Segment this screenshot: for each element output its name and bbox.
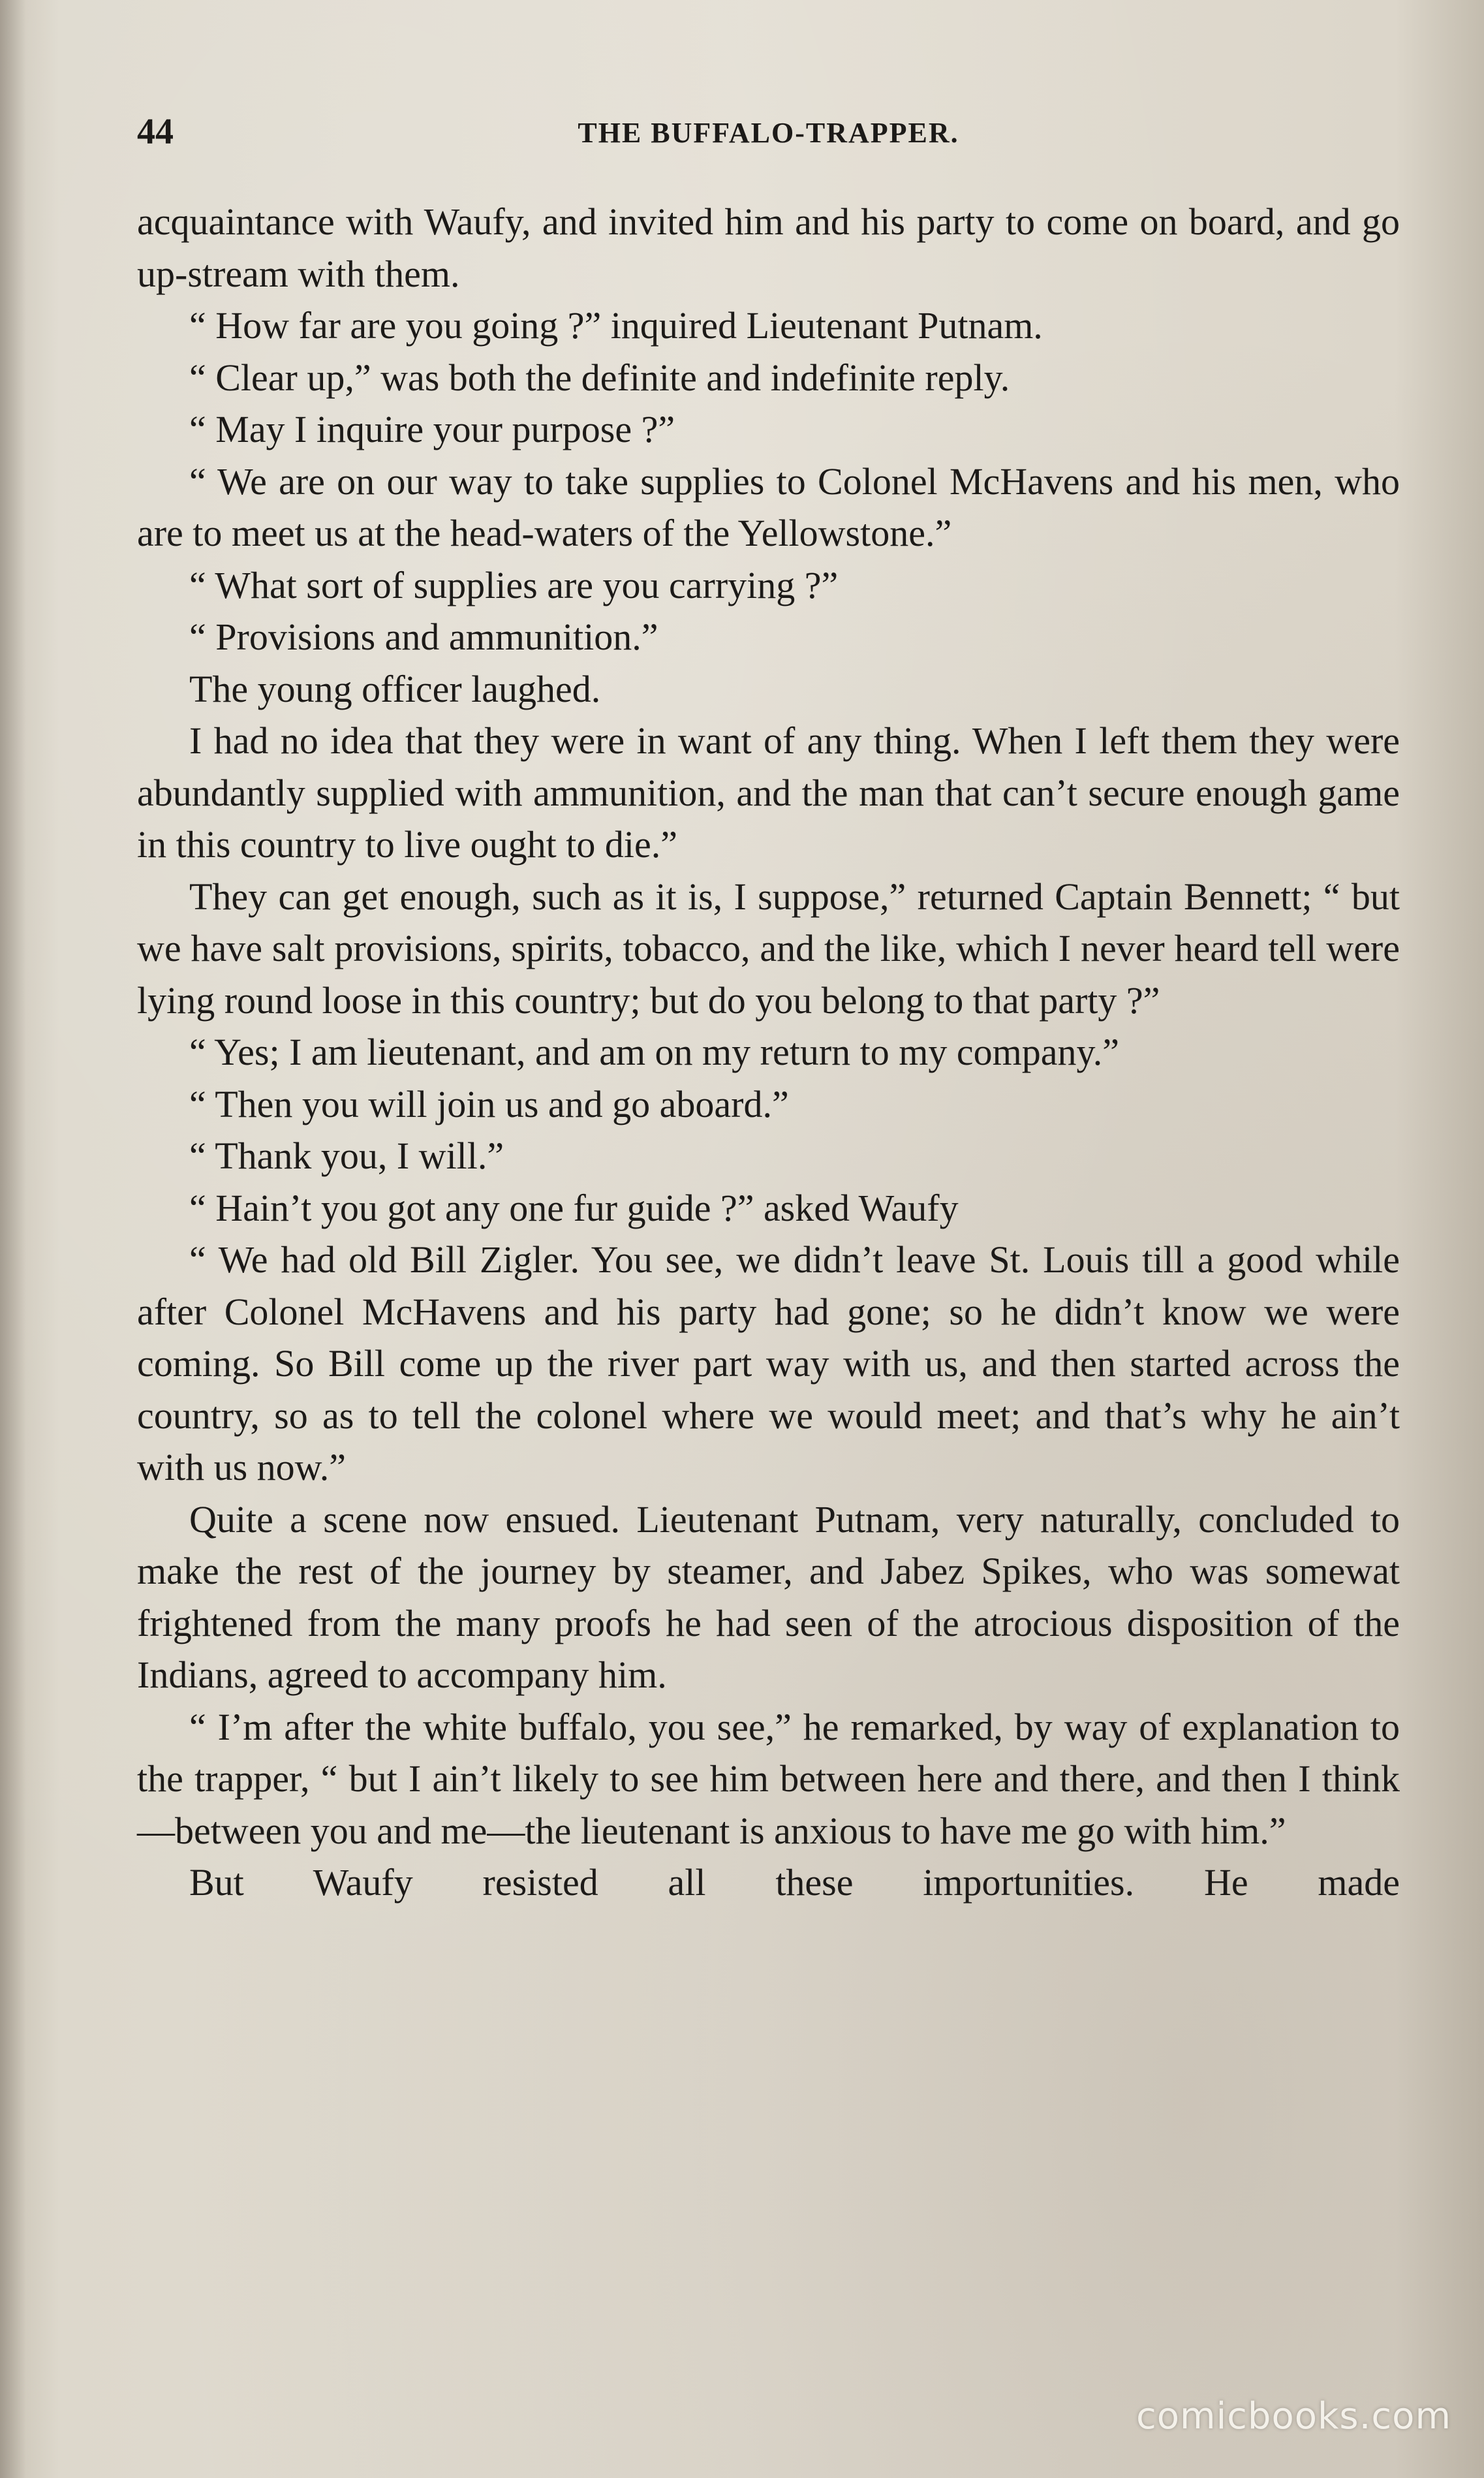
paragraph: “ Hain’t you got any one fur guide ?” asked Waufy [189, 1186, 959, 1229]
paragraph: “ Clear up,” was both the definite and indefinite reply. [189, 356, 1010, 399]
paragraph: “ What sort of supplies are you carrying ?” [189, 563, 839, 606]
paragraph: Quite a scene now ensued. Lieutenant Putnam, very naturally, concluded to make the rest of the journey by steamer, and Jabez Spikes, who was somewat frightened from the many proofs he had seen of the atrocious disposition of the Indians, agreed to accompany him. [137, 1498, 1400, 1696]
paragraph: I had no idea that they were in want of any thing. When I left them they were abundantly supplied with ammunition, and the man that can’t secure enough game in this country to live ought to die.” [137, 719, 1400, 866]
paragraph: “ Yes; I am lieutenant, and am on my return to my company.” [189, 1031, 1119, 1073]
paragraph: “ May I inquire your purpose ?” [189, 408, 675, 450]
paragraph: “ How far are you going ?” inquired Lieutenant Putnam. [189, 304, 1043, 347]
paragraph: “ We are on our way to take supplies to Colonel McHavens and his men, who are to meet us at the head-waters of the Yellowstone.” [137, 460, 1400, 554]
paragraph: “ We had old Bill Zigler. You see, we didn’t leave St. Louis till a good while after Colonel McHavens and his party had gone; so he didn’t know we were coming. So Bill come up the river part way with us, and then started across the country, so as to tell the colonel where we would meet; and that’s why he ain’t with us now.” [137, 1238, 1400, 1488]
paragraph: They can get enough, such as it is, I suppose,” returned Captain Bennett; “ but we have salt provisions, spirits, tobacco, and the like, which I never heard tell were lying round loose in this country; but do you belong to that party ?” [137, 875, 1400, 1022]
running-head: THE BUFFALO-TRAPPER. [578, 117, 959, 149]
paragraph: “ Provisions and ammunition.” [189, 616, 658, 658]
page-number: 44 [137, 112, 174, 152]
watermark: comicbooks.com [1136, 2395, 1451, 2438]
paragraph: “ I’m after the white buffalo, you see,” he remarked, by way of explanation to the trapper, “ but I ain’t likely to see him between here and there, and then I think—between you and me—the lieutenant is anxious to have me go with him.” [137, 1705, 1400, 1852]
paragraph: “ Then you will join us and go aboard.” [189, 1082, 789, 1125]
page-header [137, 111, 1400, 157]
paragraph: But Waufy resisted all these importunities. He made [189, 1861, 1400, 1904]
paragraph: The young officer laughed. [189, 667, 601, 710]
paragraph: acquaintance with Waufy, and invited him and his party to come on board, and go up-stream with them. [137, 200, 1400, 295]
spine-shadow [0, 0, 26, 2478]
paragraph: “ Thank you, I will.” [189, 1135, 504, 1177]
body-text [137, 196, 1400, 1909]
